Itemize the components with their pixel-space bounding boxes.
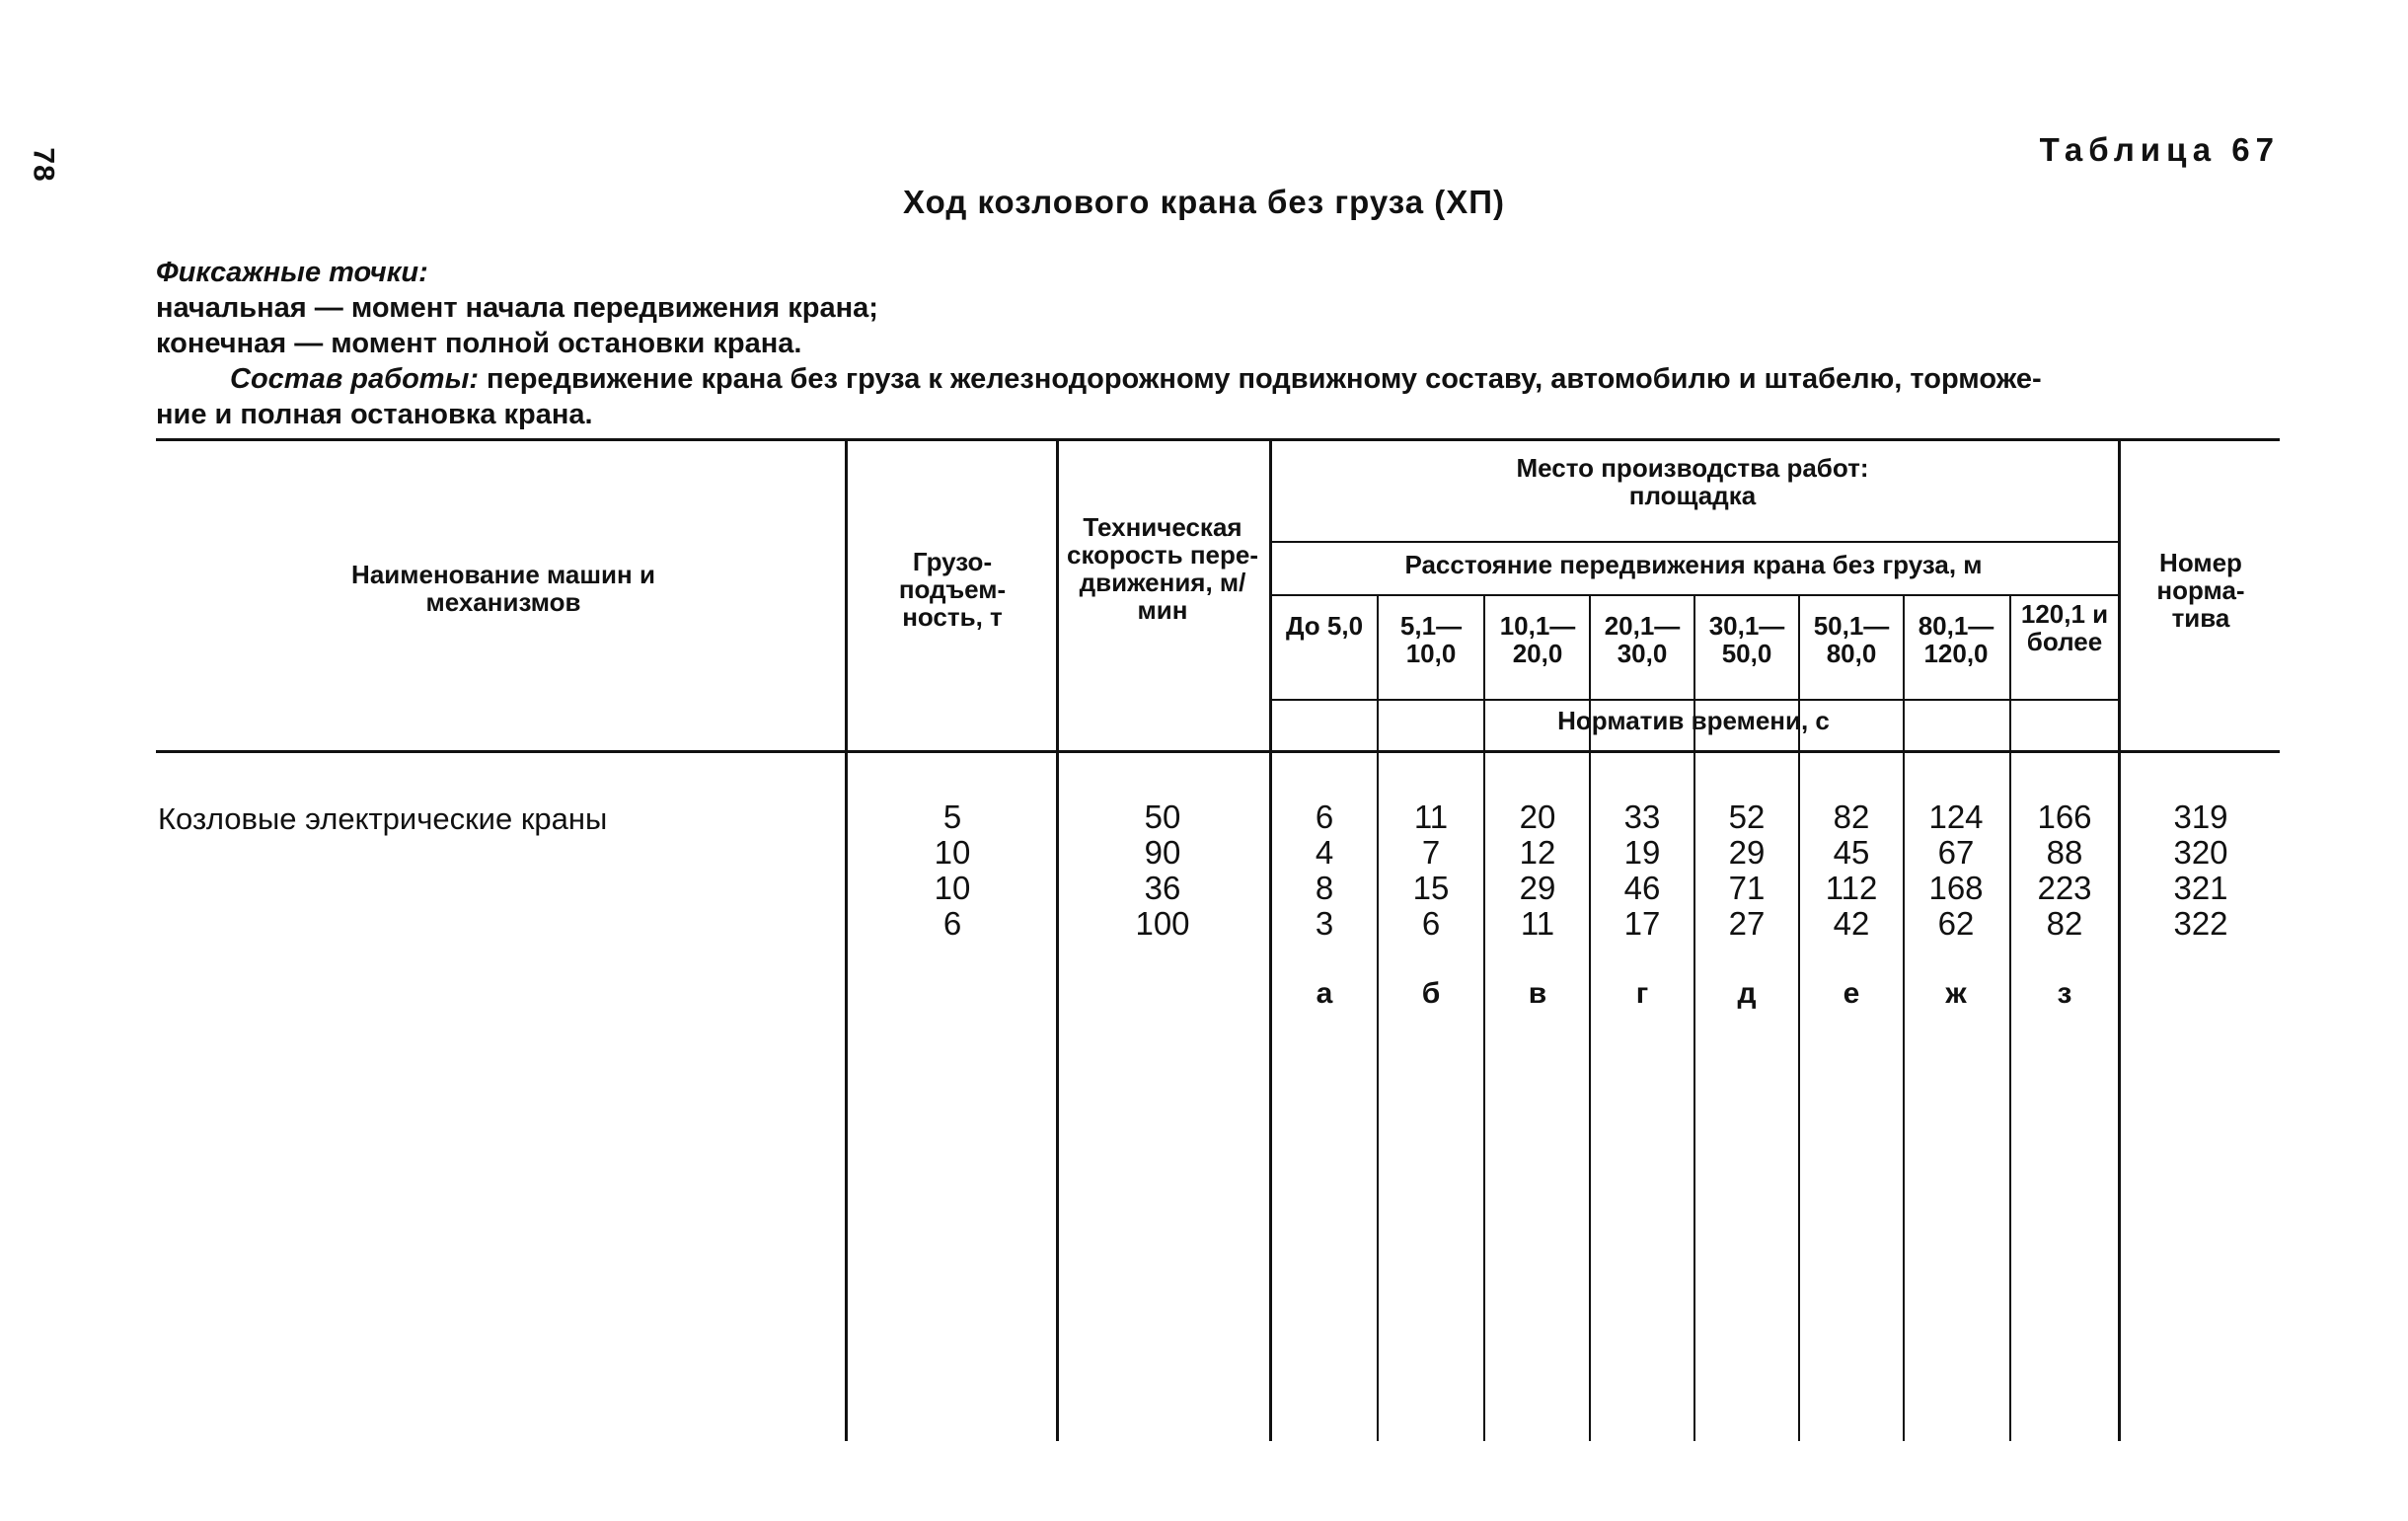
table-cell: 7 [1421, 834, 1441, 871]
value-column-v [1488, 799, 1587, 942]
table-cell: 319 [2173, 799, 2228, 835]
column-letter: в [1528, 977, 1547, 1010]
table-cell: 6 [1421, 905, 1441, 942]
fix-end: конечная — момент полной остановки крана. [156, 328, 802, 359]
header-speed: Техническая скорость пере-движения, м/мин [1067, 512, 1258, 625]
header-name: Наименование машин и механизмов [351, 560, 655, 617]
table-cell: 4 [1315, 834, 1334, 871]
col-line [2118, 438, 2121, 1441]
value-column-b [1382, 799, 1480, 942]
fix-points-label: Фиксажные точки: [156, 257, 428, 288]
table-cell: 168 [1928, 870, 1984, 906]
table-cell: 166 [2037, 799, 2092, 835]
value-column-g [1593, 799, 1692, 942]
work-text-2: ние и полная остановка крана. [156, 399, 593, 430]
range-header: До 5,0 [1285, 611, 1364, 641]
table-cell: 223 [2037, 870, 2092, 906]
table-cell: 6 [942, 905, 962, 942]
column-letter: д [1737, 977, 1757, 1010]
table-cell: 322 [2173, 905, 2228, 942]
table-cell: 6 [1315, 799, 1334, 835]
table-cell: 50 [1144, 799, 1181, 835]
table-cell: 27 [1728, 905, 1766, 942]
table-cell: 10 [934, 870, 971, 906]
table-cell: 15 [1412, 870, 1450, 906]
table-cell: 29 [1728, 834, 1766, 871]
table-cell: 11 [1520, 905, 1555, 942]
value-column-e [1802, 799, 1901, 942]
page-number: 78 [27, 147, 60, 183]
column-letter: ж [1945, 977, 1967, 1010]
table-cell: 62 [1937, 905, 1975, 942]
value-column-a [1275, 799, 1374, 942]
table-cell: 82 [2046, 905, 2083, 942]
machine-name: Козловые электрические краны [158, 801, 608, 836]
table-cell: 36 [1144, 870, 1181, 906]
intro-text [156, 255, 2288, 432]
work-text-1: передвижение крана без груза к железнодорожному подвижному составу, автомобилю и штабелю, торможе- [479, 363, 2042, 395]
table-cell: 71 [1728, 870, 1766, 906]
table-cell: 11 [1413, 799, 1449, 835]
table-cell: 12 [1519, 834, 1556, 871]
value-column-d [1697, 799, 1796, 942]
work-label: Состав работы: [230, 363, 479, 395]
header-capacity: Грузо-подъем-ность, т [898, 547, 1007, 632]
col-line [1269, 438, 1272, 1441]
fix-start: начальная — момент начала передвижения крана; [156, 292, 878, 324]
capacity-column [868, 799, 1036, 942]
header-norm-number: Номер норма-тива [2156, 548, 2245, 633]
table-cell: 42 [1833, 905, 1870, 942]
page-title: Ход козлового крана без груза (ХП) [903, 184, 1505, 220]
column-letter: а [1316, 977, 1333, 1010]
column-letter: з [2057, 977, 2072, 1010]
table-cell: 90 [1144, 834, 1181, 871]
range-header: 30,1— 50,0 [1708, 611, 1785, 668]
value-column-z [2013, 799, 2116, 942]
header-distance: Расстояние передвижения крана без груза, м [1404, 550, 1983, 579]
table-label: Таблица 67 [2039, 131, 2280, 168]
table-cell: 45 [1833, 834, 1870, 871]
col-line [1056, 438, 1059, 1441]
table-cell: 67 [1937, 834, 1975, 871]
table-cell: 124 [1928, 799, 1984, 835]
table-cell: 10 [934, 834, 971, 871]
table-header-rule [156, 750, 2280, 753]
range-header: 10,1— 20,0 [1499, 611, 1576, 668]
value-column-zh [1907, 799, 2005, 942]
norm-number-column [2132, 799, 2270, 942]
range-header: 5,1— 10,0 [1399, 611, 1463, 668]
table-cell: 100 [1135, 905, 1190, 942]
column-letter: г [1635, 977, 1649, 1010]
table-cell: 321 [2173, 870, 2228, 906]
header-place: Место производства работ: площадка [1516, 453, 1869, 510]
table-cell: 82 [1833, 799, 1870, 835]
table-cell: 3 [1315, 905, 1334, 942]
range-header: 20,1— 30,0 [1604, 611, 1681, 668]
range-header: 120,1 и более [2020, 599, 2109, 656]
table-cell: 320 [2173, 834, 2228, 871]
table-cell: 20 [1519, 799, 1556, 835]
column-letter: е [1843, 977, 1860, 1010]
range-header: 80,1— 120,0 [1918, 611, 1994, 668]
table-cell: 52 [1728, 799, 1766, 835]
col-line [845, 438, 848, 1441]
table-cell: 88 [2046, 834, 2083, 871]
table-cell: 8 [1315, 870, 1334, 906]
range-header: 50,1— 80,0 [1813, 611, 1890, 668]
table-cell: 29 [1519, 870, 1556, 906]
table-cell: 33 [1623, 799, 1661, 835]
speed-column [1064, 799, 1261, 942]
table-cell: 19 [1623, 834, 1661, 871]
table-cell: 5 [942, 799, 962, 835]
table-top-rule [156, 438, 2280, 441]
table-cell: 17 [1623, 905, 1661, 942]
column-letter: б [1421, 977, 1441, 1010]
table-cell: 46 [1623, 870, 1661, 906]
place-rule [1269, 541, 2118, 543]
header-norm-time: Норматив времени, с [1557, 706, 1830, 735]
table-cell: 112 [1825, 870, 1878, 906]
